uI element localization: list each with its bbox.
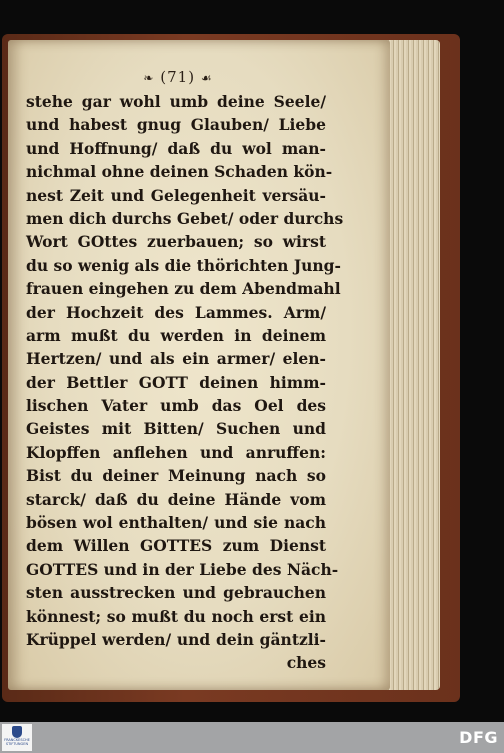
text-line: und Hoffnung/ daß du wol man-	[26, 138, 326, 158]
viewer-footer	[0, 722, 504, 753]
text-line: Klopffen anflehen und anruffen:	[26, 442, 326, 462]
dfg-logo[interactable]: DFG	[459, 728, 498, 747]
crest-icon	[12, 726, 22, 738]
text-line: sten ausstrecken und gebrauchen	[26, 583, 326, 603]
text-line: arm mußt du werden in deinem	[26, 325, 326, 345]
text-line: Geistes mit Bitten/ Suchen und	[26, 419, 326, 439]
catchword: ches	[286, 653, 326, 673]
text-line: stehe gar wohl umb deine Seele/	[26, 92, 326, 111]
text-line: Hertzen/ und als ein armer/ elen-	[26, 349, 326, 369]
text-line: dem Willen GOTTES zum Dienst	[26, 536, 326, 556]
text-line: der Hochzeit des Lammes. Arm/	[26, 302, 326, 322]
ornament-right-icon: ☙	[200, 71, 213, 85]
text-line: du so wenig als die thörichten Jung-	[26, 255, 341, 275]
ornament-left-icon: ❧	[143, 71, 155, 85]
text-line: Bist du deiner Meinung nach so	[26, 466, 326, 486]
text-line: starck/ daß du deine Hände vom	[26, 489, 326, 509]
text-line: Wort GOttes zuerbauen; so wirst	[26, 232, 326, 252]
logo-caption: FRANCKESCHE STIFTUNGEN	[4, 738, 30, 746]
text-line: lischen Vater umb das Oel des	[26, 396, 326, 416]
text-line: der Bettler GOTT deinen himm-	[26, 372, 326, 392]
page-edges	[386, 40, 440, 690]
page-number: (71)	[160, 68, 196, 86]
text-line: Krüppel werden/ und dein gäntzli-	[26, 629, 326, 649]
text-line: und habest gnug Glauben/ Liebe	[26, 115, 326, 135]
text-line: frauen eingehen zu dem Abendmahl	[26, 279, 341, 299]
page-text	[26, 90, 344, 675]
institution-logo[interactable]	[2, 724, 32, 751]
text-line: nichmal ohne deinen Schaden kön-	[26, 162, 333, 182]
text-line: nest Zeit und Gelegenheit versäu-	[26, 185, 326, 205]
text-line: bösen wol enthalten/ und sie nach	[26, 513, 326, 533]
text-line: könnest; so mußt du noch erst ein	[26, 606, 326, 626]
book-page	[8, 40, 390, 690]
text-line: GOTTES und in der Liebe des Näch-	[26, 559, 339, 579]
text-line: men dich durchs Gebet/ oder durchs	[26, 208, 344, 228]
page-header	[118, 68, 238, 86]
